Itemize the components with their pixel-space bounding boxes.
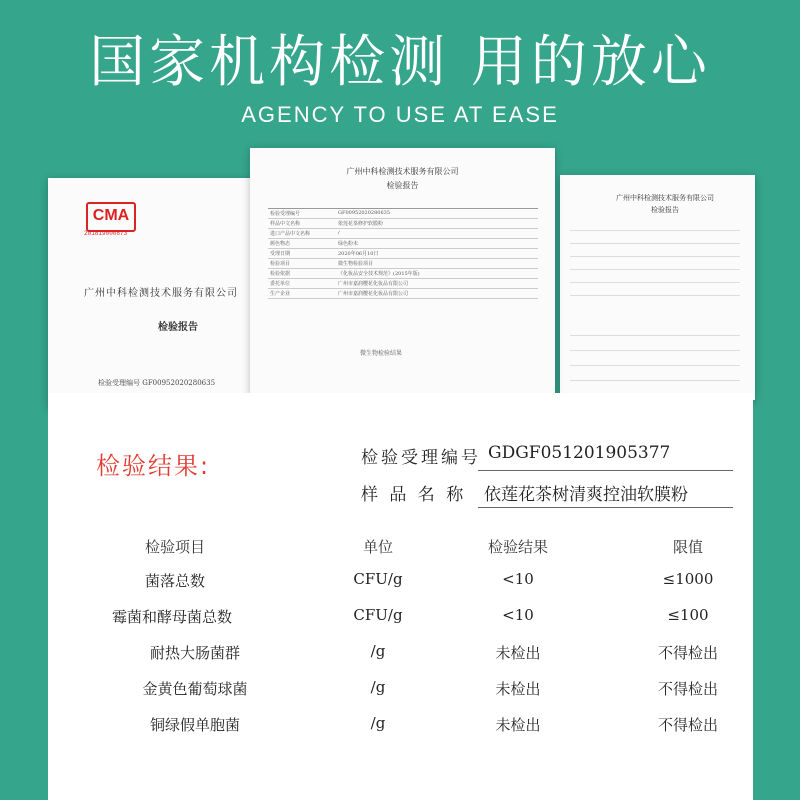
cell-item: 铜绿假单胞菌	[149, 716, 240, 734]
divider	[570, 243, 740, 244]
right-report-title: 检验报告	[651, 206, 679, 214]
cell-limit: 不得检出	[657, 680, 718, 698]
accept-number-value: GDGF051201905377	[488, 443, 671, 463]
headline: 国家机构检测 用的放心	[89, 30, 711, 95]
cell-result: 未检出	[495, 716, 541, 734]
cell-limit: 不得检出	[657, 644, 718, 662]
sample-name-value: 依莲花茶树清爽控油软膜粉	[484, 485, 688, 505]
cell-result: <10	[502, 606, 534, 624]
sample-name-label: 样 品 名 称	[361, 485, 467, 505]
table-row: 颜色物态 绿色粉末	[268, 239, 538, 249]
table-row: 委托单位 广州市嘉润樱花化妆品有限公司	[268, 279, 538, 289]
divider	[570, 256, 740, 257]
cell-item: 霉菌和酵母菌总数	[112, 608, 233, 626]
cell-limit: ≤1000	[662, 570, 714, 588]
divider	[570, 380, 740, 381]
report-document-center	[250, 148, 555, 408]
cell-unit: CFU/g	[353, 606, 403, 624]
accept-number-label: 检验受理编号	[361, 448, 481, 468]
divider	[570, 335, 740, 336]
result-label: 检验结果:	[96, 452, 211, 480]
table-row: 受理日期 2020年06月10日	[268, 249, 538, 259]
divider	[570, 365, 740, 366]
divider	[570, 230, 740, 231]
result-panel	[48, 393, 753, 800]
cell-result: 未检出	[495, 644, 541, 662]
center-info-table	[268, 208, 538, 299]
right-company-name: 广州中科检测技术服务有限公司	[616, 194, 714, 202]
report-document-left	[48, 178, 268, 408]
divider	[570, 269, 740, 270]
cma-number: 201819000873	[84, 230, 128, 237]
center-report-title: 检验报告	[386, 181, 419, 190]
col-header-item: 检验项目	[144, 538, 205, 556]
cell-item: 金黄色葡萄球菌	[142, 680, 248, 698]
table-row: 样品中文名称 依莲花茶修护软膜粉	[268, 219, 538, 229]
divider	[570, 282, 740, 283]
left-report-title: 检验报告	[158, 322, 198, 333]
cell-result: <10	[502, 570, 534, 588]
cell-limit: 不得检出	[657, 716, 718, 734]
table-row: 检验依据 《化妆品安全技术规范》(2015年版)	[268, 269, 538, 279]
cell-unit: /g	[370, 678, 386, 696]
subheadline: AGENCY TO USE AT EASE	[241, 102, 559, 127]
table-row: 检验项目 微生物检验项目	[268, 259, 538, 269]
cell-item: 耐热大肠菌群	[149, 644, 240, 662]
cell-unit: CFU/g	[353, 570, 403, 588]
cma-logo: CMA	[86, 202, 136, 232]
underline	[478, 470, 733, 471]
col-header-unit: 单位	[362, 538, 393, 556]
left-company-name: 广州中科检测技术服务有限公司	[84, 288, 238, 299]
report-document-right	[560, 175, 755, 400]
underline	[478, 507, 733, 508]
table-row: 检验受理编号 GF00952020280635	[268, 209, 538, 219]
divider	[570, 350, 740, 351]
center-company-name: 广州中科检测技术服务有限公司	[346, 167, 459, 176]
center-subtitle: 微生物检验结果	[360, 350, 403, 357]
col-header-limit: 限值	[672, 538, 703, 556]
cell-result: 未检出	[495, 680, 541, 698]
cell-item: 菌落总数	[144, 572, 205, 590]
divider	[570, 295, 740, 296]
cell-limit: ≤100	[667, 606, 709, 624]
table-row: 生产企业 广州市嘉润樱花化妆品有限公司	[268, 289, 538, 299]
col-header-result: 检验结果	[487, 538, 548, 556]
cell-unit: /g	[370, 642, 386, 660]
left-accept-number: 检验受理编号 GF00952020280635	[98, 379, 216, 387]
cell-unit: /g	[370, 714, 386, 732]
table-row: 进口产品中文名称 /	[268, 229, 538, 239]
